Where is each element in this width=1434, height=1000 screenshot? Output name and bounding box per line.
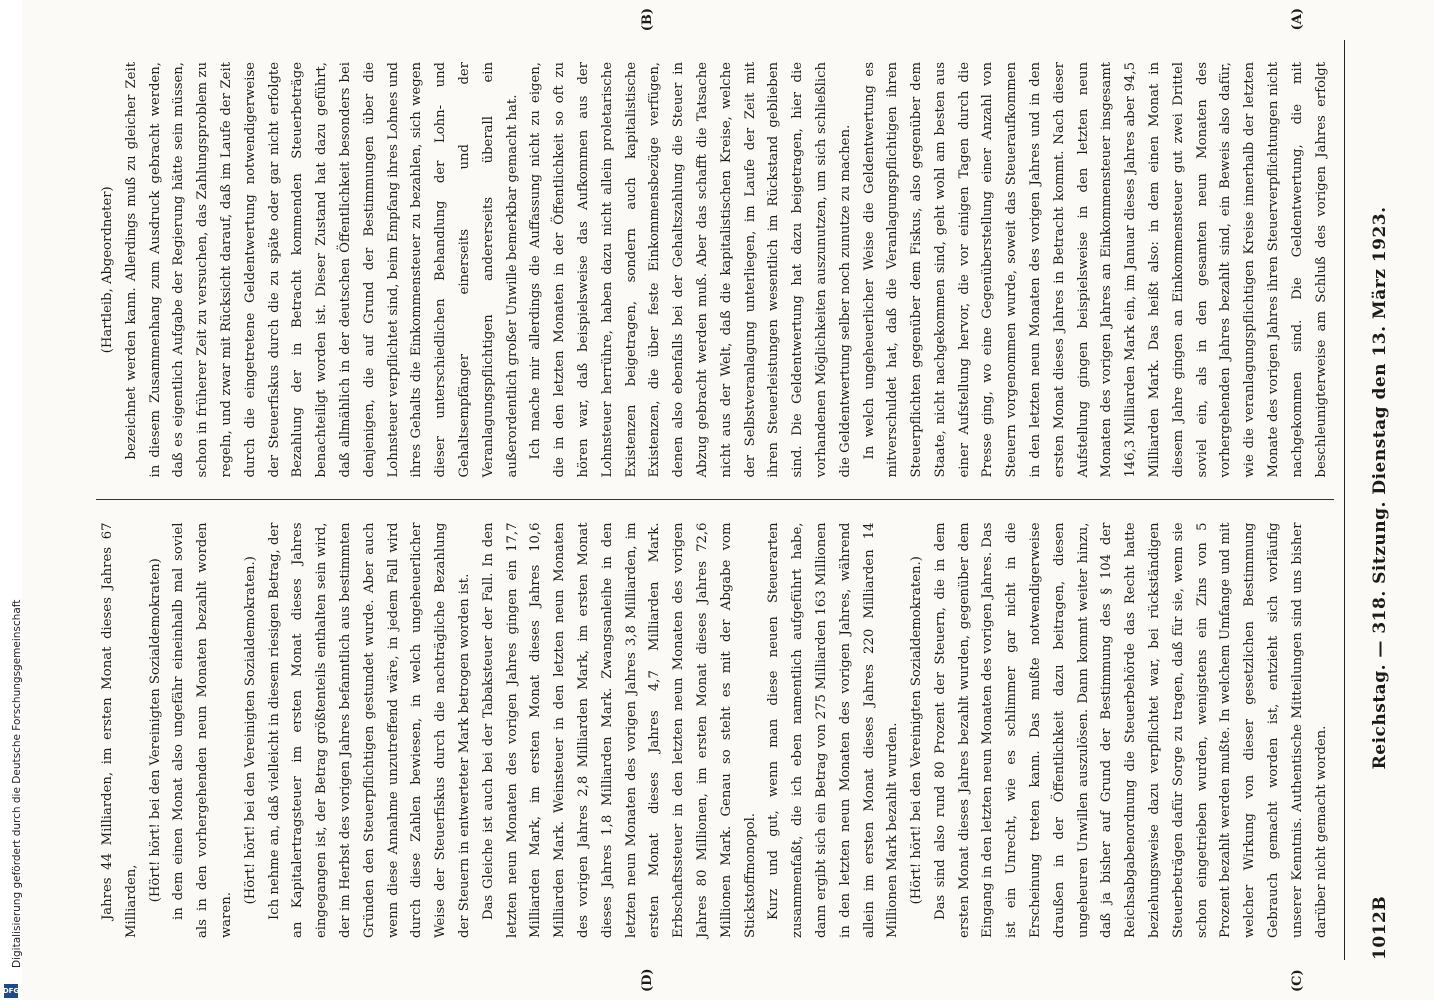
- page-number: 1012B: [1370, 895, 1390, 960]
- page-header: [1362, 40, 1398, 960]
- margin-marker-a: (A): [1290, 8, 1305, 31]
- dfg-logo: DFG: [4, 984, 18, 998]
- column-right-text: [96, 501, 1334, 961]
- page-title: Reichstag. — 318. Sitzung. Dienstag den 13. März 1923.: [1370, 206, 1390, 770]
- paragraph: in dem einen Monat also ungefähr eineinhalb mal soviel als in den vorhergehenden neun Monaten bezahlt worden waren.: [171, 522, 234, 938]
- paragraph: (Hört! hört! bei den Vereinigten Sozialdemokraten.): [909, 556, 925, 905]
- funding-credit: Digitalisierung gefördert durch die Deutsche Forschungsgemeinschaft: [11, 599, 23, 968]
- paragraph: (Hört! hört! bei den Vereinigten Sozialdemokraten.): [242, 556, 258, 905]
- paragraph: Kurz und gut, wenn man diese neuen Steuerarten zusammenfaßt, die ich eben namentlich aufgeführt habe, dann ergibt sich ein Betrag von 275 Milliarden 163 Millionen in den letzten neun Monaten des vorigen Jahres, während allein im ersten Monat dieses Jahres 220 Milliarden 14 Millionen Mark bezahlt wurden.: [766, 522, 901, 938]
- paragraph: (Hartleib, Abgeordneter): [100, 186, 115, 354]
- paragraph: In welch ungeheuerlicher Weise die Geldentwertung es mitverschuldet hat, daß die Veranlagungspflichtigen ihren Steuerpflichten gegenüber dem Fiskus, also gegenüber dem Staate, nicht nachgekommen sind, geht wohl am besten aus einer Aufstellung hervor, die vor einigen Tagen durch die Presse ging, wo eine Gegenüberstellung einer Anzahl von Steuern vorgenommen wurde, soweit das Steueraufkommen in den letzten neun Monaten des vorigen Jahres und in den ersten Monat dieses Jahres in Betracht kommt. Nach dieser Aufstellung gingen beispielsweise in den letzten neun Monaten des vorigen Jahres an Einkommensteuer insgesamt 146,3 Milliarden Mark ein, im Januar dieses Jahres aber 94,5 Milliarden Mark. Das heißt also: in dem einen Monat in diesem Jahre gingen an Einkommensteuer gut zwei Drittel soviel ein, als in den gesamten neun Monaten des vorhergehenden Jahres bezahlt sind, ein Beweis also dafür, wie die veranlagungspflichtigen Kreise innerhalb der letzten Monate des vorigen Jahres ihren Steuerverpflichtungen nicht nachgekommen sind. Die Geldentwertung, die mit beschleunigterweise am Schluß des vorigen Jahres erfolgt: [861, 62, 1329, 478]
- paragraph: (Hört! hört! bei den Vereinigten Sozialdemokraten): [147, 558, 163, 903]
- column-left-text: [96, 40, 1334, 500]
- paragraph: Das Gleiche ist auch bei der Tabaksteuer der Fall. In den letzten neun Monaten des vorigen Jahres gingen ein 17,7 Milliarden Mark, im ersten Monat dieses Jahres 10,6 Milliarden Mark. Weinsteuer in den letzten neun Monaten des vorigen Jahres 2,8 Milliarden Mark, im ersten Monat dieses Jahres 1,8 Milliarden Mark. Zwangsanleihe in den letzten neun Monaten des vorigen Jahres 3,8 Milliarden, im ersten Monat dieses Jahres 4,7 Milliarden Mark. Erbschaftssteuer in den letzten neun Monaten des vorigen Jahres 80 Millionen, im ersten Monat dieses Jahres 72,6 Millionen Mark. Genau so steht es mit der Abgabe vom Stickstoffmonopol.: [480, 522, 758, 938]
- paragraph: [1333, 523, 1334, 939]
- margin-marker-d: (D): [640, 968, 655, 992]
- margin-marker-c: (C): [1290, 969, 1305, 992]
- column-divider: [96, 500, 1334, 501]
- paragraph: Das sind also rund 80 Prozent der Steuern, die in dem ersten Monat dieses Jahres bezahlt wurden, gegenüber dem Eingang in den letzten neun Monaten des vorigen Jahres. Das ist ein Unrecht, wie es schlimmer gar nicht in die Erscheinung treten kann. Das mußte notwendigerweise draußen in der Öffentlichkeit dazu beitragen, diesen ungeheuren Unwillen auszulösen. Dann kommt weiter hinzu, daß ja bisher auf Grund der Bestimmung des § 104 der Reichsabgabenordnung die Steuerbehörde das Recht hatte beziehungsweise dazu verpflichtet war, bei rückständigen Steuerbeträgen dafür Sorge zu tragen, daß für sie, wenn sie schon eingetrieben wurden, wenigstens ein Zins von 5 Prozent bezahlt werden mußte. In welchem Umfange und mit welcher Wirkung von dieser gesetzlichen Bestimmung Gebrauch gemacht worden ist, entzieht sich vorläufig unserer Kenntnis. Authentische Mitteilungen sind uns bisher darüber nicht gemacht worden.: [932, 522, 1329, 938]
- header-rule: [1344, 40, 1345, 960]
- text-columns: [96, 40, 1334, 960]
- paragraph: Jahres 44 Milliarden, im ersten Monat dieses Jahres 67 Milliarden,: [100, 522, 139, 938]
- margin-marker-b: (B): [640, 8, 655, 32]
- paragraph: Ich mache mir allerdings die Auffassung nicht zu eigen, die in den letzten Monaten in der Öffentlichkeit so oft zu hören war, daß beispielsweise das Aufkommen aus der Lohnsteuer herrühre, haben dazu nicht allein proletarische Existenzen beigetragen, sondern auch kapitalistische Existenzen, die über feste Einkommensbezüge verfügen, denen also ebenfalls bei der Gehaltszahlung die Steuer in Abzug gebracht werden muß. Aber das schafft die Tatsache nicht aus der Welt, daß die kapitalistischen Kreise, welche der Selbstveranlagung unterliegen, im Laufe der Zeit mit ihren Steuerleistungen wesentlich im Rückstand geblieben sind. Die Geldentwertung hat dazu beigetragen, hier die vorhandenen Möglichkeiten auszunutzen, um sich schließlich die Geldentwertung selber noch zunutze zu machen.: [528, 62, 853, 478]
- paragraph: Ich nehme an, daß vielleicht in diesem riesigen Betrag, der an Kapitalertragsteuer im ersten Monat dieses Jahres eingegangen ist, der Betrag größtenteils enthalten sein wird, der im Herbst des vorigen Jahres befanntlich aus bestimmten Gründen den Steuerpflichtigen gestundet wurde. Aber auch wenn diese Annahme unzutreffend wäre, in jedem Fall wird durch diese Zahlen bewiesen, in welch ungeheuerlicher Weise der Steuerfiskus durch die nachträgliche Bezahlung der Steuern in entwerteter Mark betrogen worden ist.: [266, 522, 472, 938]
- paragraph: bezeichnet werden kann. Allerdings muß zu gleicher Zeit in diesem Zusammenhang zum Ausdruck gebracht werden, daß es eigentlich Aufgabe der Regierung hätte sein müssen, schon in früherer Zeit zu versuchen, das Zahlungsproblem zu regeln, und zwar mit Rücksicht darauf, daß im Laufe der Zeit durch die eingetretene Geldentwertung notwendigerweise der Steuerfiskus durch die zu späte oder gar nicht erfolgte Bezahlung der in Betracht kommenden Steuerbeträge benachteiligt worden ist. Dieser Zustand hat dazu geführt, daß allmählich in der deutschen Öffentlichkeit besonders bei denjenigen, die auf Grund der Bestimmungen über die Lohnsteuer verpflichtet sind, beim Empfang ihres Lohnes und ihres Gehalts die Einkommensteuer zu bezahlen, sich wegen dieser unterschiedlichen Behandlung der Lohn- und Gehaltsempfänger einerseits und der Veranlagungspflichtigen andererseits überall ein außerordentlich großer Unwille bemerkbar gemacht hat.: [123, 62, 520, 478]
